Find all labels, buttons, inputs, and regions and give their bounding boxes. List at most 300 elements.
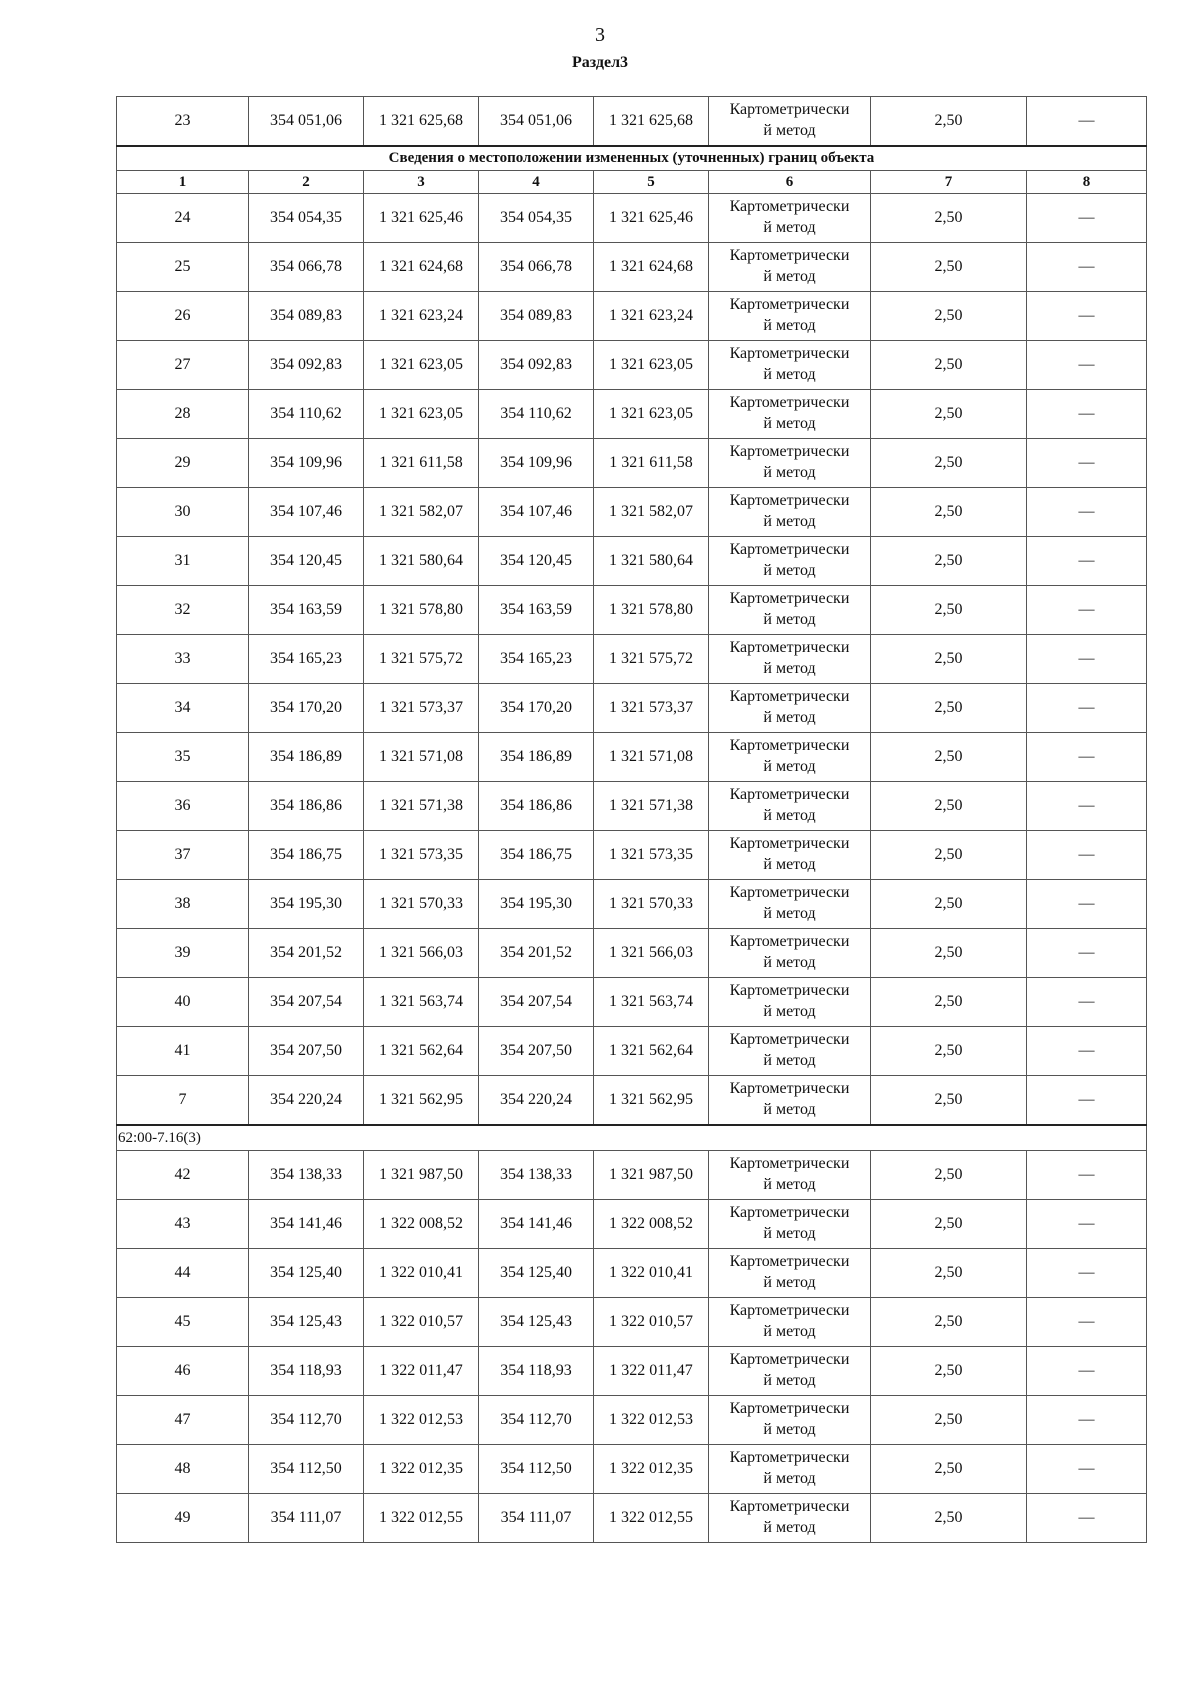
y-existing-cell: 1 321 563,74 xyxy=(364,978,479,1027)
point-number-cell: 39 xyxy=(117,929,249,978)
accuracy-cell: 2,50 xyxy=(871,635,1027,684)
note-cell: — xyxy=(1027,243,1147,292)
point-number-cell: 49 xyxy=(117,1494,249,1543)
method-line-2: й метод xyxy=(763,954,816,971)
accuracy-cell: 2,50 xyxy=(871,929,1027,978)
accuracy-cell: 2,50 xyxy=(871,1027,1027,1076)
x-refined-cell: 354 089,83 xyxy=(479,292,594,341)
point-number-cell: 42 xyxy=(117,1151,249,1200)
point-number-cell: 28 xyxy=(117,390,249,439)
method-line-2: й метод xyxy=(763,758,816,775)
x-existing-cell: 354 089,83 xyxy=(249,292,364,341)
y-refined-cell: 1 321 562,64 xyxy=(594,1027,709,1076)
method-line-2: й метод xyxy=(763,268,816,285)
y-refined-cell: 1 321 562,95 xyxy=(594,1076,709,1126)
accuracy-cell: 2,50 xyxy=(871,782,1027,831)
method-line-1: Картометрически xyxy=(729,786,850,804)
accuracy-cell: 2,50 xyxy=(871,1494,1027,1543)
x-existing-cell: 354 092,83 xyxy=(249,341,364,390)
x-existing-cell: 354 165,23 xyxy=(249,635,364,684)
note-cell: — xyxy=(1027,1298,1147,1347)
method-line-2: й метод xyxy=(763,1225,816,1242)
method-line-1: Картометрически xyxy=(729,737,850,755)
column-number-cell: 3 xyxy=(364,171,479,194)
accuracy-cell: 2,50 xyxy=(871,97,1027,147)
point-number-cell: 37 xyxy=(117,831,249,880)
x-refined-cell: 354 141,46 xyxy=(479,1200,594,1249)
table-row xyxy=(117,390,1147,439)
x-refined-cell: 354 118,93 xyxy=(479,1347,594,1396)
table-row xyxy=(117,978,1147,1027)
point-number-cell: 29 xyxy=(117,439,249,488)
y-existing-cell: 1 322 012,53 xyxy=(364,1396,479,1445)
method-line-1: Картометрически xyxy=(729,1204,850,1222)
point-number-cell: 31 xyxy=(117,537,249,586)
method-cell xyxy=(709,1151,871,1200)
method-line-2: й метод xyxy=(763,1323,816,1340)
point-number-cell: 48 xyxy=(117,1445,249,1494)
method-cell xyxy=(709,341,871,390)
method-line-1: Картометрически xyxy=(729,639,850,657)
method-line-2: й метод xyxy=(763,317,816,334)
accuracy-cell: 2,50 xyxy=(871,880,1027,929)
method-line-2: й метод xyxy=(763,219,816,236)
accuracy-cell: 2,50 xyxy=(871,1396,1027,1445)
x-existing-cell: 354 109,96 xyxy=(249,439,364,488)
x-existing-cell: 354 186,89 xyxy=(249,733,364,782)
note-cell: — xyxy=(1027,1151,1147,1200)
method-line-1: Картометрически xyxy=(729,688,850,706)
method-line-1: Картометрически xyxy=(729,1449,850,1467)
y-refined-cell: 1 322 012,35 xyxy=(594,1445,709,1494)
column-number-cell: 5 xyxy=(594,171,709,194)
point-number-cell: 32 xyxy=(117,586,249,635)
method-line-2: й метод xyxy=(763,366,816,383)
table-row xyxy=(117,488,1147,537)
method-cell xyxy=(709,782,871,831)
note-cell: — xyxy=(1027,1347,1147,1396)
y-refined-cell: 1 321 573,35 xyxy=(594,831,709,880)
x-refined-cell: 354 207,50 xyxy=(479,1027,594,1076)
x-existing-cell: 354 207,54 xyxy=(249,978,364,1027)
y-refined-cell: 1 322 010,57 xyxy=(594,1298,709,1347)
y-existing-cell: 1 322 008,52 xyxy=(364,1200,479,1249)
y-refined-cell: 1 321 580,64 xyxy=(594,537,709,586)
method-line-2: й метод xyxy=(763,856,816,873)
method-cell xyxy=(709,586,871,635)
accuracy-cell: 2,50 xyxy=(871,537,1027,586)
method-line-1: Картометрически xyxy=(729,884,850,902)
method-cell xyxy=(709,1200,871,1249)
method-line-1: Картометрически xyxy=(729,443,850,461)
method-cell xyxy=(709,880,871,929)
table-row xyxy=(117,1200,1147,1249)
method-line-2: й метод xyxy=(763,122,816,139)
method-line-2: й метод xyxy=(763,709,816,726)
column-number-row xyxy=(117,171,1147,194)
column-number-cell: 2 xyxy=(249,171,364,194)
method-cell xyxy=(709,1494,871,1543)
method-cell xyxy=(709,537,871,586)
table-row xyxy=(117,733,1147,782)
note-cell: — xyxy=(1027,978,1147,1027)
table-row xyxy=(117,929,1147,978)
x-existing-cell: 354 054,35 xyxy=(249,194,364,243)
accuracy-cell: 2,50 xyxy=(871,1200,1027,1249)
method-line-2: й метод xyxy=(763,513,816,530)
y-existing-cell: 1 322 012,55 xyxy=(364,1494,479,1543)
x-existing-cell: 354 138,33 xyxy=(249,1151,364,1200)
table-row xyxy=(117,537,1147,586)
note-cell: — xyxy=(1027,684,1147,733)
note-cell: — xyxy=(1027,635,1147,684)
y-refined-cell: 1 321 571,08 xyxy=(594,733,709,782)
x-existing-cell: 354 125,40 xyxy=(249,1249,364,1298)
x-existing-cell: 354 186,86 xyxy=(249,782,364,831)
x-existing-cell: 354 120,45 xyxy=(249,537,364,586)
x-refined-cell: 354 186,75 xyxy=(479,831,594,880)
x-refined-cell: 354 111,07 xyxy=(479,1494,594,1543)
column-number-cell: 7 xyxy=(871,171,1027,194)
method-cell xyxy=(709,292,871,341)
accuracy-cell: 2,50 xyxy=(871,831,1027,880)
x-existing-cell: 354 207,50 xyxy=(249,1027,364,1076)
method-line-1: Картометрически xyxy=(729,835,850,853)
table-header-title: Сведения о местоположении измененных (уточненных) границ объекта xyxy=(117,146,1147,171)
method-line-1: Картометрически xyxy=(729,1400,850,1418)
accuracy-cell: 2,50 xyxy=(871,1445,1027,1494)
method-line-2: й метод xyxy=(763,611,816,628)
note-cell: — xyxy=(1027,586,1147,635)
x-refined-cell: 354 165,23 xyxy=(479,635,594,684)
table-row xyxy=(117,1076,1147,1126)
table-row xyxy=(117,684,1147,733)
point-number-cell: 38 xyxy=(117,880,249,929)
accuracy-cell: 2,50 xyxy=(871,1249,1027,1298)
point-number-cell: 30 xyxy=(117,488,249,537)
method-cell xyxy=(709,1076,871,1126)
y-refined-cell: 1 321 611,58 xyxy=(594,439,709,488)
point-number-cell: 25 xyxy=(117,243,249,292)
y-existing-cell: 1 321 625,46 xyxy=(364,194,479,243)
y-existing-cell: 1 321 582,07 xyxy=(364,488,479,537)
y-existing-cell: 1 321 623,24 xyxy=(364,292,479,341)
table-row xyxy=(117,1298,1147,1347)
method-line-1: Картометрически xyxy=(729,345,850,363)
note-cell: — xyxy=(1027,1076,1147,1126)
table-row xyxy=(117,1151,1147,1200)
y-refined-cell: 1 321 625,46 xyxy=(594,194,709,243)
x-existing-cell: 354 110,62 xyxy=(249,390,364,439)
point-number-cell: 35 xyxy=(117,733,249,782)
y-existing-cell: 1 321 578,80 xyxy=(364,586,479,635)
y-existing-cell: 1 321 571,08 xyxy=(364,733,479,782)
method-cell xyxy=(709,439,871,488)
method-cell xyxy=(709,1298,871,1347)
table-row xyxy=(117,880,1147,929)
accuracy-cell: 2,50 xyxy=(871,978,1027,1027)
y-existing-cell: 1 321 571,38 xyxy=(364,782,479,831)
table-row xyxy=(117,831,1147,880)
method-line-1: Картометрически xyxy=(729,982,850,1000)
x-refined-cell: 354 186,89 xyxy=(479,733,594,782)
x-existing-cell: 354 186,75 xyxy=(249,831,364,880)
y-refined-cell: 1 322 010,41 xyxy=(594,1249,709,1298)
method-line-1: Картометрически xyxy=(729,933,850,951)
note-cell: — xyxy=(1027,1494,1147,1543)
table-row xyxy=(117,1249,1147,1298)
note-cell: — xyxy=(1027,390,1147,439)
y-existing-cell: 1 322 010,41 xyxy=(364,1249,479,1298)
note-cell: — xyxy=(1027,782,1147,831)
method-line-1: Картометрически xyxy=(729,492,850,510)
table-row xyxy=(117,243,1147,292)
y-refined-cell: 1 322 008,52 xyxy=(594,1200,709,1249)
method-line-1: Картометрически xyxy=(729,296,850,314)
note-cell: — xyxy=(1027,880,1147,929)
x-existing-cell: 354 112,50 xyxy=(249,1445,364,1494)
accuracy-cell: 2,50 xyxy=(871,390,1027,439)
y-existing-cell: 1 322 010,57 xyxy=(364,1298,479,1347)
note-cell: — xyxy=(1027,97,1147,147)
method-line-1: Картометрически xyxy=(729,1351,850,1369)
accuracy-cell: 2,50 xyxy=(871,1298,1027,1347)
note-cell: — xyxy=(1027,1027,1147,1076)
x-existing-cell: 354 107,46 xyxy=(249,488,364,537)
y-refined-cell: 1 322 011,47 xyxy=(594,1347,709,1396)
table-row xyxy=(117,97,1147,147)
method-cell xyxy=(709,194,871,243)
x-existing-cell: 354 066,78 xyxy=(249,243,364,292)
point-number-cell: 34 xyxy=(117,684,249,733)
method-cell xyxy=(709,243,871,292)
x-refined-cell: 354 112,70 xyxy=(479,1396,594,1445)
method-line-2: й метод xyxy=(763,905,816,922)
x-refined-cell: 354 120,45 xyxy=(479,537,594,586)
method-cell xyxy=(709,488,871,537)
method-line-1: Картометрически xyxy=(729,1080,850,1098)
method-line-2: й метод xyxy=(763,1003,816,1020)
note-cell: — xyxy=(1027,439,1147,488)
accuracy-cell: 2,50 xyxy=(871,488,1027,537)
y-existing-cell: 1 322 012,35 xyxy=(364,1445,479,1494)
y-existing-cell: 1 321 573,37 xyxy=(364,684,479,733)
method-cell xyxy=(709,390,871,439)
point-number-cell: 46 xyxy=(117,1347,249,1396)
method-line-2: й метод xyxy=(763,464,816,481)
method-line-1: Картометрически xyxy=(729,1031,850,1049)
accuracy-cell: 2,50 xyxy=(871,341,1027,390)
x-refined-cell: 354 066,78 xyxy=(479,243,594,292)
y-refined-cell: 1 321 563,74 xyxy=(594,978,709,1027)
y-refined-cell: 1 321 571,38 xyxy=(594,782,709,831)
y-refined-cell: 1 321 624,68 xyxy=(594,243,709,292)
accuracy-cell: 2,50 xyxy=(871,194,1027,243)
point-number-cell: 24 xyxy=(117,194,249,243)
y-refined-cell: 1 321 578,80 xyxy=(594,586,709,635)
accuracy-cell: 2,50 xyxy=(871,733,1027,782)
y-refined-cell: 1 321 623,05 xyxy=(594,390,709,439)
x-refined-cell: 354 051,06 xyxy=(479,97,594,147)
x-refined-cell: 354 186,86 xyxy=(479,782,594,831)
method-cell xyxy=(709,733,871,782)
method-line-1: Картометрически xyxy=(729,1253,850,1271)
note-cell: — xyxy=(1027,733,1147,782)
method-line-1: Картометрически xyxy=(729,1155,850,1173)
x-existing-cell: 354 111,07 xyxy=(249,1494,364,1543)
accuracy-cell: 2,50 xyxy=(871,243,1027,292)
x-refined-cell: 354 054,35 xyxy=(479,194,594,243)
method-cell xyxy=(709,978,871,1027)
x-refined-cell: 354 220,24 xyxy=(479,1076,594,1126)
y-existing-cell: 1 321 987,50 xyxy=(364,1151,479,1200)
accuracy-cell: 2,50 xyxy=(871,292,1027,341)
table-row xyxy=(117,1396,1147,1445)
point-number-cell: 45 xyxy=(117,1298,249,1347)
x-refined-cell: 354 195,30 xyxy=(479,880,594,929)
note-cell: — xyxy=(1027,1249,1147,1298)
method-line-2: й метод xyxy=(763,1372,816,1389)
x-refined-cell: 354 170,20 xyxy=(479,684,594,733)
x-refined-cell: 354 092,83 xyxy=(479,341,594,390)
table-row xyxy=(117,1494,1147,1543)
x-refined-cell: 354 107,46 xyxy=(479,488,594,537)
note-cell: — xyxy=(1027,929,1147,978)
y-refined-cell: 1 321 566,03 xyxy=(594,929,709,978)
method-line-2: й метод xyxy=(763,1519,816,1536)
x-existing-cell: 354 201,52 xyxy=(249,929,364,978)
method-cell xyxy=(709,1249,871,1298)
method-cell xyxy=(709,1396,871,1445)
x-existing-cell: 354 163,59 xyxy=(249,586,364,635)
method-line-2: й метод xyxy=(763,415,816,432)
note-cell: — xyxy=(1027,194,1147,243)
y-existing-cell: 1 321 623,05 xyxy=(364,390,479,439)
method-line-2: й метод xyxy=(763,1470,816,1487)
method-line-2: й метод xyxy=(763,1176,816,1193)
page-number: 3 xyxy=(595,24,605,46)
point-number-cell: 47 xyxy=(117,1396,249,1445)
method-line-2: й метод xyxy=(763,660,816,677)
point-number-cell: 40 xyxy=(117,978,249,1027)
table-body xyxy=(117,97,1147,1543)
accuracy-cell: 2,50 xyxy=(871,1151,1027,1200)
y-existing-cell: 1 322 011,47 xyxy=(364,1347,479,1396)
accuracy-cell: 2,50 xyxy=(871,439,1027,488)
accuracy-cell: 2,50 xyxy=(871,684,1027,733)
y-refined-cell: 1 321 987,50 xyxy=(594,1151,709,1200)
x-existing-cell: 354 112,70 xyxy=(249,1396,364,1445)
section-title: Раздел3 xyxy=(571,54,629,71)
method-cell xyxy=(709,635,871,684)
y-existing-cell: 1 321 624,68 xyxy=(364,243,479,292)
y-existing-cell: 1 321 566,03 xyxy=(364,929,479,978)
x-existing-cell: 354 118,93 xyxy=(249,1347,364,1396)
x-refined-cell: 354 163,59 xyxy=(479,586,594,635)
x-refined-cell: 354 201,52 xyxy=(479,929,594,978)
point-number-cell: 36 xyxy=(117,782,249,831)
x-refined-cell: 354 125,40 xyxy=(479,1249,594,1298)
y-existing-cell: 1 321 562,64 xyxy=(364,1027,479,1076)
method-line-1: Картометрически xyxy=(729,1302,850,1320)
x-refined-cell: 354 125,43 xyxy=(479,1298,594,1347)
note-cell: — xyxy=(1027,341,1147,390)
y-existing-cell: 1 321 562,95 xyxy=(364,1076,479,1126)
point-number-cell: 44 xyxy=(117,1249,249,1298)
method-line-2: й метод xyxy=(763,1274,816,1291)
column-number-cell: 8 xyxy=(1027,171,1147,194)
note-cell: — xyxy=(1027,292,1147,341)
method-line-1: Картометрически xyxy=(729,394,850,412)
point-number-cell: 7 xyxy=(117,1076,249,1126)
method-line-1: Картометрически xyxy=(729,198,850,216)
method-cell xyxy=(709,684,871,733)
method-cell xyxy=(709,929,871,978)
method-cell xyxy=(709,1347,871,1396)
method-line-1: Картометрически xyxy=(729,1498,850,1516)
table-row xyxy=(117,1347,1147,1396)
column-number-cell: 4 xyxy=(479,171,594,194)
method-line-2: й метод xyxy=(763,1052,816,1069)
note-cell: — xyxy=(1027,1396,1147,1445)
point-number-cell: 41 xyxy=(117,1027,249,1076)
table-row xyxy=(117,292,1147,341)
method-line-2: й метод xyxy=(763,1101,816,1118)
y-existing-cell: 1 321 580,64 xyxy=(364,537,479,586)
y-refined-cell: 1 321 582,07 xyxy=(594,488,709,537)
x-refined-cell: 354 138,33 xyxy=(479,1151,594,1200)
note-cell: — xyxy=(1027,1200,1147,1249)
cadastral-label: 62:00-7.16(3) xyxy=(117,1125,1147,1151)
table-row xyxy=(117,439,1147,488)
y-refined-cell: 1 321 575,72 xyxy=(594,635,709,684)
x-refined-cell: 354 109,96 xyxy=(479,439,594,488)
y-existing-cell: 1 321 623,05 xyxy=(364,341,479,390)
y-existing-cell: 1 321 575,72 xyxy=(364,635,479,684)
y-refined-cell: 1 322 012,55 xyxy=(594,1494,709,1543)
method-cell xyxy=(709,1445,871,1494)
method-line-1: Картометрически xyxy=(729,247,850,265)
column-number-cell: 6 xyxy=(709,171,871,194)
x-existing-cell: 354 051,06 xyxy=(249,97,364,147)
method-line-1: Картометрически xyxy=(729,590,850,608)
method-line-1: Картометрически xyxy=(729,541,850,559)
y-refined-cell: 1 321 623,24 xyxy=(594,292,709,341)
note-cell: — xyxy=(1027,537,1147,586)
method-cell xyxy=(709,97,871,147)
point-number-cell: 43 xyxy=(117,1200,249,1249)
y-refined-cell: 1 321 573,37 xyxy=(594,684,709,733)
x-existing-cell: 354 220,24 xyxy=(249,1076,364,1126)
x-existing-cell: 354 170,20 xyxy=(249,684,364,733)
y-refined-cell: 1 321 570,33 xyxy=(594,880,709,929)
accuracy-cell: 2,50 xyxy=(871,586,1027,635)
table-row xyxy=(117,341,1147,390)
table-row xyxy=(117,1445,1147,1494)
y-existing-cell: 1 321 570,33 xyxy=(364,880,479,929)
method-cell xyxy=(709,1027,871,1076)
method-line-2: й метод xyxy=(763,807,816,824)
point-number-cell: 27 xyxy=(117,341,249,390)
y-existing-cell: 1 321 573,35 xyxy=(364,831,479,880)
point-number-cell: 26 xyxy=(117,292,249,341)
column-number-cell: 1 xyxy=(117,171,249,194)
method-line-2: й метод xyxy=(763,562,816,579)
table-row xyxy=(117,194,1147,243)
y-existing-cell: 1 321 625,68 xyxy=(364,97,479,147)
x-refined-cell: 354 110,62 xyxy=(479,390,594,439)
method-cell xyxy=(709,831,871,880)
